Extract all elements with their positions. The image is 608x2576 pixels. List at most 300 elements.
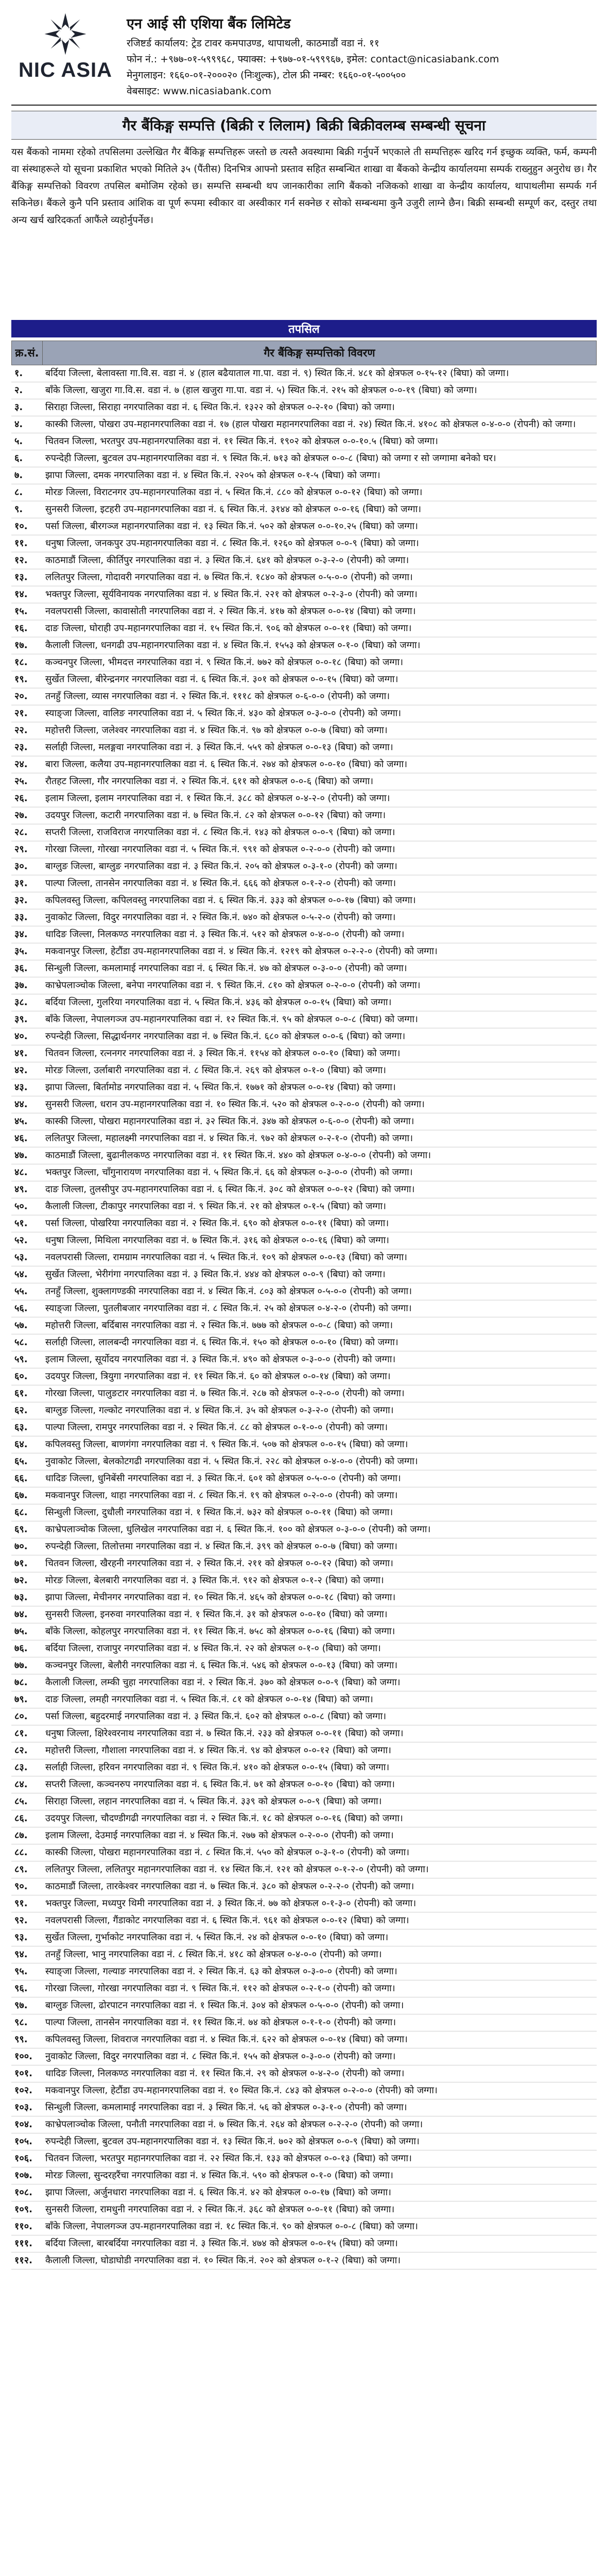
- row-description: सप्तरी जिल्ला, राजविराज नगरपालिका वडा नं. ८ स्थित कि.नं. १४३ को क्षेत्रफल ०-०-९ (बिघा) को जग्गा।: [42, 824, 597, 841]
- row-serial: २४.: [11, 756, 42, 773]
- row-description: धादिङ जिल्ला, निलकण्ठ नगरपालिका वडा नं. ३ स्थित कि.नं. ५१२ को क्षेत्रफल ०-४-०-० (रोपनी) को जग्गा।: [42, 926, 597, 943]
- row-description: कञ्चनपुर जिल्ला, बेलौरी नगरपालिका वडा नं. ६ स्थित कि.नं. ५४६ को क्षेत्रफल ०-०-१३ (बिघा) को जग्गा।: [42, 1657, 597, 1674]
- row-description: चितवन जिल्ला, रत्ननगर नगरपालिका वडा नं. ३ स्थित कि.नं. ११५४ को क्षेत्रफल ०-०-१० (बिघा) को जग्गा।: [42, 1045, 597, 1062]
- table-row: [11, 1130, 597, 1147]
- table-row: [11, 1640, 597, 1657]
- table-row: [11, 2218, 597, 2235]
- row-serial: १२.: [11, 552, 42, 569]
- table-row: [11, 1504, 597, 1521]
- row-description: झापा जिल्ला, बिर्तामोड नगरपालिका वडा नं. ५ स्थित कि.नं. १७७१ को क्षेत्रफल ०-०-१४ (बिघा) को जग्गा।: [42, 1079, 597, 1096]
- row-description: महोत्तरी जिल्ला, जलेश्वर नगरपालिका वडा नं. ४ स्थित कि.नं. ९७ को क्षेत्रफल ०-०-७ (बिघा) को जग्गा।: [42, 722, 597, 739]
- notice-title: गैर बैंकिङ्ग सम्पत्ति (बिक्री र लिलाम) बिक्री बिक्रीवलम्ब सम्बन्धी सूचना: [11, 111, 597, 140]
- row-description: तनहुँ जिल्ला, भानु नगरपालिका वडा नं. ८ स्थित कि.नं. ४१८ को क्षेत्रफल ०-४-०-० (रोपनी) को जग्गा।: [42, 1946, 597, 1963]
- row-serial: ६७.: [11, 1487, 42, 1504]
- row-serial: ६५.: [11, 1453, 42, 1470]
- table-row: [11, 552, 597, 569]
- row-serial: ९७.: [11, 1997, 42, 2014]
- table-row: [11, 2167, 597, 2184]
- row-serial: ११०.: [11, 2218, 42, 2235]
- row-description: मकवानपुर जिल्ला, हेटौंडा उप-महानगरपालिका वडा नं. १० स्थित कि.नं. ८४३ को क्षेत्रफल ०-२-०-० (रोपनी) को जग्गा।: [42, 2082, 597, 2099]
- row-description: कपिलवस्तु जिल्ला, कपिलवस्तु नगरपालिका वडा नं. ६ स्थित कि.नं. ३३३ को क्षेत्रफल ०-०-१७ (बिघा) को जग्गा।: [42, 892, 597, 909]
- row-description: बाग्लुङ जिल्ला, गल्कोट नगरपालिका वडा नं. ४ स्थित कि.नं. ३५ को क्षेत्रफल ०-३-२-० (रोपनी) को जग्गा।: [42, 1402, 597, 1419]
- row-serial: ५९.: [11, 1351, 42, 1368]
- table-row: [11, 892, 597, 909]
- table-row: [11, 1334, 597, 1351]
- row-description: इलाम जिल्ला, सूर्योदय नगरपालिका वडा नं. ३ स्थित कि.नं. ४९० को क्षेत्रफल ०-३-०-० (रोपनी) को जग्गा।: [42, 1351, 597, 1368]
- row-description: काभ्रेपलाञ्चोक जिल्ला, पनौती नगरपालिका वडा नं. ७ स्थित कि.नं. २६४ को क्षेत्रफल ०-२-२-० (रोपनी) को जग्गा।: [42, 2116, 597, 2133]
- table-row: [11, 654, 597, 671]
- row-serial: ३१.: [11, 875, 42, 892]
- row-description: सुनसरी जिल्ला, इनरुवा नगरपालिका वडा नं. १ स्थित कि.नं. ३१ को क्षेत्रफल ०-०-१० (बिघा) को जग्गा।: [42, 1606, 597, 1623]
- row-serial: ७४.: [11, 1606, 42, 1623]
- table-row: [11, 1198, 597, 1215]
- table-row: [11, 569, 597, 586]
- row-serial: ११.: [11, 535, 42, 552]
- row-serial: १९.: [11, 671, 42, 688]
- table-row: [11, 1691, 597, 1708]
- row-description: पर्सा जिल्ला, पोखरिया नगरपालिका वडा नं. २ स्थित कि.नं. ६९० को क्षेत्रफल ०-०-११ (बिघा) को जग्गा।: [42, 1215, 597, 1232]
- row-serial: ७८.: [11, 1674, 42, 1691]
- notice-header: [11, 0, 597, 106]
- row-serial: ४१.: [11, 1045, 42, 1062]
- table-row: [11, 603, 597, 620]
- row-description: रुपन्देही जिल्ला, तिलोत्तमा नगरपालिका वडा नं. ४ स्थित कि.नं. ३९९ को क्षेत्रफल ०-०-७ (बिघा) को जग्गा।: [42, 1538, 597, 1555]
- table-row: [11, 1436, 597, 1453]
- table-row: [11, 1572, 597, 1589]
- row-description: बाँके जिल्ला, नेपालगञ्ज उप-महानगरपालिका वडा नं. १२ स्थित कि.नं. ९५ को क्षेत्रफल ०-०-८ (बिघा) को जग्गा।: [42, 1011, 597, 1028]
- row-description: झापा जिल्ला, अर्जुनधारा नगरपालिका वडा नं. ६ स्थित कि.नं. ४२ को क्षेत्रफल ०-०-१७ (बिघा) को जग्गा।: [42, 2184, 597, 2201]
- table-row: [11, 1827, 597, 1844]
- row-serial: ११२.: [11, 2252, 42, 2269]
- row-description: कास्की जिल्ला, पोखरा महानगरपालिका वडा नं. ३२ स्थित कि.नं. ३४७ को क्षेत्रफल ०-६-०-० (रोपनी) को जग्गा।: [42, 1113, 597, 1130]
- row-serial: ३३.: [11, 909, 42, 926]
- row-description: काभ्रेपलाञ्चोक जिल्ला, बनेपा नगरपालिका वडा नं. ९ स्थित कि.नं. ८१० को क्षेत्रफल ०-२-०-० (रोपनी) को जग्गा।: [42, 977, 597, 994]
- table-row: [11, 1606, 597, 1623]
- row-description: भक्तपुर जिल्ला, मध्यपुर थिमी नगरपालिका वडा नं. ३ स्थित कि.नं. ७७ को क्षेत्रफल ०-१-३-० (रोपनी) को जग्गा।: [42, 1895, 597, 1912]
- table-row: [11, 2048, 597, 2065]
- row-description: सिराहा जिल्ला, सिराहा नगरपालिका वडा नं. ६ स्थित कि.नं. १३२२ को क्षेत्रफल ०-२-१० (बिघा) को जग्गा।: [42, 399, 597, 416]
- row-serial: ६६.: [11, 1470, 42, 1487]
- row-description: दाङ जिल्ला, तुलसीपुर उप-महानगरपालिका वडा नं. ६ स्थित कि.नं. ३०८ को क्षेत्रफल ०-०-१२ (बिघा) को जग्गा।: [42, 1181, 597, 1198]
- row-serial: ३०.: [11, 858, 42, 875]
- row-description: पाल्पा जिल्ला, तानसेन नगरपालिका वडा नं. ४ स्थित कि.नं. ६६६ को क्षेत्रफल ०-१-२-० (रोपनी) को जग्गा।: [42, 875, 597, 892]
- table-row: [11, 2065, 597, 2082]
- row-description: गोरखा जिल्ला, गोरखा नगरपालिका वडा नं. ९ स्थित कि.नं. ११२ को क्षेत्रफल ०-२-१-० (रोपनी) को जग्गा।: [42, 1980, 597, 1997]
- table-row: [11, 1487, 597, 1504]
- row-serial: ७६.: [11, 1640, 42, 1657]
- row-description: पाल्पा जिल्ला, रामपुर नगरपालिका वडा नं. २ स्थित कि.नं. ८८ को क्षेत्रफल ०-१-०-० (रोपनी) को जग्गा।: [42, 1419, 597, 1436]
- row-description: स्याङ्जा जिल्ला, वालिङ नगरपालिका वडा नं. ५ स्थित कि.नं. ४३० को क्षेत्रफल ०-३-०-० (रोपनी) को जग्गा।: [42, 705, 597, 722]
- row-serial: १११.: [11, 2235, 42, 2252]
- table-row: [11, 790, 597, 807]
- table-row: [11, 365, 597, 382]
- table-row: [11, 705, 597, 722]
- table-row: [11, 1674, 597, 1691]
- row-description: इलाम जिल्ला, इलाम नगरपालिका वडा नं. १ स्थित कि.नं. ३८८ को क्षेत्रफल ०-४-२-० (रोपनी) को जग्गा।: [42, 790, 597, 807]
- table-row: [11, 1249, 597, 1266]
- row-serial: ५२.: [11, 1232, 42, 1249]
- row-description: सर्लाही जिल्ला, लालबन्दी नगरपालिका वडा नं. ६ स्थित कि.नं. १५० को क्षेत्रफल ०-०-१० (बिघा) को जग्गा।: [42, 1334, 597, 1351]
- table-row: [11, 875, 597, 892]
- row-description: मकवानपुर जिल्ला, थाहा नगरपालिका वडा नं. ८ स्थित कि.नं. १९ को क्षेत्रफल ०-२-०-० (रोपनी) को जग्गा।: [42, 1487, 597, 1504]
- row-serial: ४.: [11, 416, 42, 433]
- table-row: [11, 1538, 597, 1555]
- table-row: [11, 2150, 597, 2167]
- row-serial: ९६.: [11, 1980, 42, 1997]
- table-row: [11, 2116, 597, 2133]
- table-row: [11, 1708, 597, 1725]
- table-row: [11, 1419, 597, 1436]
- row-serial: ७७.: [11, 1657, 42, 1674]
- row-description: नवलपरासी जिल्ला, रामग्राम नगरपालिका वडा नं. ५ स्थित कि.नं. १०९ को क्षेत्रफल ०-०-१३ (बिघा) को जग्गा।: [42, 1249, 597, 1266]
- row-serial: १००.: [11, 2048, 42, 2065]
- table-row: [11, 994, 597, 1011]
- table-row: [11, 1912, 597, 1929]
- row-description: बर्दिया जिल्ला, बेलावस्ता गा.वि.स. वडा नं. ४ (हाल बढैयाताल गा.पा. वडा नं. ९) स्थित कि.नं. ४८१ को क्षेत्रफल ०-१५-१२ (बिघा) को जग्गा।: [42, 365, 597, 382]
- row-serial: ६८.: [11, 1504, 42, 1521]
- row-serial: ३७.: [11, 977, 42, 994]
- row-serial: ६४.: [11, 1436, 42, 1453]
- row-description: इलाम जिल्ला, देउमाई नगरपालिका वडा नं. ४ स्थित कि.नं. २७७ को क्षेत्रफल ०-२-०-० (रोपनी) को जग्गा।: [42, 1827, 597, 1844]
- row-serial: १५.: [11, 603, 42, 620]
- row-serial: १०४.: [11, 2116, 42, 2133]
- helpline-line: मेनुगलाइन: १६६०-०१-२०००२० (निःशुल्क), टोल फ्री नम्बर: १६६०-०१-५००५००: [127, 70, 406, 81]
- row-description: उदयपुर जिल्ला, चौदण्डीगढी नगरपालिका वडा नं. २ स्थित कि.नं. १८ को क्षेत्रफल ०-०-१६ (बिघा) को जग्गा।: [42, 1810, 597, 1827]
- intro-paragraph: यस बैंकको नाममा रहेको तपसिलमा उल्लेखित गैर बैंकिङ्ग सम्पत्तिहरू जस्तो छ त्यस्तै अवस्थामा बिक्री गर्नुपर्ने भएकाले ती सम्पत्तिहरू खरिद गर्न इच्छुक व्यक्ति, फर्म, कम्पनी वा संस्थाहरूले यो सूचना प्रकाशित भएको मितिले ३५ (पैंतीस) दिनभित्र आफ्नो प्रस्ताव सहित सम्बन्धित शाखा वा बैंकको केन्द्रीय कार्यालयमा सम्पर्क राख्नुहुन अनुरोध छ। गैर बैंकिङ्ग सम्पत्तिको विवरण तपसिल बमोजिम रहेको छ। सम्पत्ति सम्बन्धी थप जानकारीका लागि बैंकको नजिकको शाखा वा केन्द्रीय कार्यालय, थापाथलीमा सम्पर्क गर्न सकिनेछ। बैंकले कुनै पनि प्रस्ताव आंशिक वा पूर्ण रूपमा स्वीकार वा अस्वीकार गर्न सक्नेछ र सोको सम्बन्धमा कुनै उजुरी लाग्ने छैन। बिक्री सम्बन्धी सम्पूर्ण कर, दस्तुर तथा अन्य खर्च खरिदकर्ता आफैंले व्यहोर्नुपर्नेछ।: [11, 147, 597, 226]
- row-description: सिन्धुली जिल्ला, दुधौली नगरपालिका वडा नं. १ स्थित कि.नं. ७३२ को क्षेत्रफल ०-०-११ (बिघा) को जग्गा।: [42, 1504, 597, 1521]
- row-serial: ६३.: [11, 1419, 42, 1436]
- address-line: रजिष्टर्ड कार्यालय: ट्रेड टावर कमपाउण्ड, थापाथली, काठमाडौं वडा नं. ११: [127, 38, 379, 49]
- row-serial: ५५.: [11, 1283, 42, 1300]
- row-serial: २२.: [11, 722, 42, 739]
- row-description: धनुषा जिल्ला, मिथिला नगरपालिका वडा नं. ७ स्थित कि.नं. ३१६ को क्षेत्रफल ०-०-१६ (बिघा) को जग्गा।: [42, 1232, 597, 1249]
- table-row: [11, 2252, 597, 2269]
- row-description: सप्तरी जिल्ला, कञ्चनरुप नगरपालिका वडा नं. ६ स्थित कि.नं. ७१ को क्षेत्रफल ०-०-१० (बिघा) को जग्गा।: [42, 1776, 597, 1793]
- row-description: सुर्खेत जिल्ला, बीरेन्द्रनगर नगरपालिका वडा नं. ६ स्थित कि.नं. ३०१ को क्षेत्रफल ०-०-१५ (बिघा) को जग्गा।: [42, 671, 597, 688]
- row-description: धनुषा जिल्ला, क्षिरेश्वरनाथ नगरपालिका वडा नं. ७ स्थित कि.नं. २३३ को क्षेत्रफल ०-०-११ (बिघा) को जग्गा।: [42, 1725, 597, 1742]
- table-row: [11, 433, 597, 450]
- row-description: नुवाकोट जिल्ला, बेलकोटगढी नगरपालिका वडा नं. ५ स्थित कि.नं. २२८ को क्षेत्रफल ०-४-०-० (रोपनी) को जग्गा।: [42, 1453, 597, 1470]
- row-serial: ७३.: [11, 1589, 42, 1606]
- table-row: [11, 1232, 597, 1249]
- row-serial: ३२.: [11, 892, 42, 909]
- table-row: [11, 2082, 597, 2099]
- contact-line: फोन नं.: +९७७-०१-५९९९६८, फ्याक्स: +९७७-०१-५९९९६७, इमेल: contact@nicasiabank.com: [127, 54, 499, 65]
- row-serial: १०२.: [11, 2082, 42, 2099]
- row-description: चितवन जिल्ला, खैरहनी नगरपालिका वडा नं. २ स्थित कि.नं. २११ को क्षेत्रफल ०-०-१२ (बिघा) को जग्गा।: [42, 1555, 597, 1572]
- bank-logo-icon: [42, 10, 89, 58]
- row-serial: ४३.: [11, 1079, 42, 1096]
- table-row: [11, 1028, 597, 1045]
- table-row: [11, 1402, 597, 1419]
- property-table: [11, 341, 597, 365]
- table-row: [11, 535, 597, 552]
- table-header: [12, 341, 597, 365]
- table-row: [11, 1368, 597, 1385]
- row-serial: ५.: [11, 433, 42, 450]
- row-serial: ८.: [11, 484, 42, 501]
- row-serial: ५१.: [11, 1215, 42, 1232]
- row-description: रौतहट जिल्ला, गौर नगरपालिका वडा नं. २ स्थित कि.नं. ६११ को क्षेत्रफल ०-०-६ (बिघा) को जग्गा।: [42, 773, 597, 790]
- row-serial: १०३.: [11, 2099, 42, 2116]
- table-row: [11, 1266, 597, 1283]
- table-row: [11, 450, 597, 467]
- row-serial: ३६.: [11, 960, 42, 977]
- row-description: नुवाकोट जिल्ला, विदुर नगरपालिका वडा नं. २ स्थित कि.नं. ७४० को क्षेत्रफल ०-५-२-० (रोपनी) को जग्गा।: [42, 909, 597, 926]
- table-row: [11, 1521, 597, 1538]
- row-serial: १७.: [11, 637, 42, 654]
- row-serial: ८४.: [11, 1776, 42, 1793]
- row-serial: ३४.: [11, 926, 42, 943]
- table-row: [11, 1623, 597, 1640]
- row-serial: २३.: [11, 739, 42, 756]
- row-description: मोरङ जिल्ला, विराटनगर उप-महानगरपालिका वडा नं. ५ स्थित कि.नं. ८८० को क्षेत्रफल ०-०-१२ (बिघा) को जग्गा।: [42, 484, 597, 501]
- row-description: भक्तपुर जिल्ला, सूर्यविनायक नगरपालिका वडा नं. ४ स्थित कि.नं. २२१ को क्षेत्रफल ०-२-३-० (रोपनी) को जग्गा।: [42, 586, 597, 603]
- bank-logo: [11, 10, 119, 82]
- row-serial: ४५.: [11, 1113, 42, 1130]
- table-row: [11, 484, 597, 501]
- table-row: [11, 1181, 597, 1198]
- row-serial: ७९.: [11, 1691, 42, 1708]
- table-row: [11, 1742, 597, 1759]
- row-description: नवलपरासी जिल्ला, गैंडाकोट नगरपालिका वडा नं. ६ स्थित कि.नं. ९६१ को क्षेत्रफल ०-०-१२ (बिघा) को जग्गा।: [42, 1912, 597, 1929]
- row-description: तनहुँ जिल्ला, व्यास नगरपालिका वडा नं. २ स्थित कि.नं. १११८ को क्षेत्रफल ०-६-०-० (रोपनी) को जग्गा।: [42, 688, 597, 705]
- logo-text: NIC ASIA: [18, 59, 113, 81]
- table-row: [11, 1657, 597, 1674]
- row-description: मकवानपुर जिल्ला, हेटौंडा उप-महानगरपालिका वडा नं. ४ स्थित कि.नं. १२१९ को क्षेत्रफल ०-२-२-० (रोपनी) को जग्गा।: [42, 943, 597, 960]
- table-row: [11, 756, 597, 773]
- row-description: सर्लाही जिल्ला, हरिवन नगरपालिका वडा नं. ९ स्थित कि.नं. ४१० को क्षेत्रफल ०-०-१५ (बिघा) को जग्गा।: [42, 1759, 597, 1776]
- row-serial: ९२.: [11, 1912, 42, 1929]
- row-description: झापा जिल्ला, दमक नगरपालिका वडा नं. ४ स्थित कि.नं. २२०५ को क्षेत्रफल ०-१-५ (बिघा) को जग्गा।: [42, 467, 597, 484]
- row-serial: ८५.: [11, 1793, 42, 1810]
- row-serial: ३८.: [11, 994, 42, 1011]
- website-line: वेबसाइट: www.nicasiabank.com: [127, 86, 272, 97]
- row-description: भक्तपुर जिल्ला, चाँगुनारायण नगरपालिका वडा नं. ५ स्थित कि.नं. ६६ को क्षेत्रफल ०-३-०-० (रोपनी) को जग्गा।: [42, 1164, 597, 1181]
- row-description: रुपन्देही जिल्ला, बुटवल उप-महानगरपालिका वडा नं. ९ स्थित कि.नं. ७१३ को क्षेत्रफल ०-०-८ (बिघा) को जग्गा र सो जग्गामा बनेको घर।: [42, 450, 597, 467]
- row-description: सुर्खेत जिल्ला, गुर्भाकोट नगरपालिका वडा नं. ५ स्थित कि.नं. २४ को क्षेत्रफल ०-०-१० (बिघा) को जग्गा।: [42, 1929, 597, 1946]
- table-row: [11, 807, 597, 824]
- row-description: धादिङ जिल्ला, धुनिबेंसी नगरपालिका वडा नं. ३ स्थित कि.नं. ६०१ को क्षेत्रफल ०-५-०-० (रोपनी) को जग्गा।: [42, 1470, 597, 1487]
- row-serial: ४९.: [11, 1181, 42, 1198]
- row-description: ललितपुर जिल्ला, गोदावरी नगरपालिका वडा नं. ७ स्थित कि.नं. १८४० को क्षेत्रफल ०-५-०-० (रोपनी) को जग्गा।: [42, 569, 597, 586]
- table-row: [11, 688, 597, 705]
- row-description: सुर्खेत जिल्ला, भेरीगंगा नगरपालिका वडा नं. ३ स्थित कि.नं. ४४४ को क्षेत्रफल ०-०-९ (बिघा) को जग्गा।: [42, 1266, 597, 1283]
- row-serial: ५६.: [11, 1300, 42, 1317]
- row-description: महोत्तरी जिल्ला, गौशाला नगरपालिका वडा नं. ४ स्थित कि.नं. ९४ को क्षेत्रफल ०-०-१२ (बिघा) को जग्गा।: [42, 1742, 597, 1759]
- row-description: महोत्तरी जिल्ला, बर्दिबास नगरपालिका वडा नं. २ स्थित कि.नं. ७७७ को क्षेत्रफल ०-०-८ (बिघा) को जग्गा।: [42, 1317, 597, 1334]
- row-description: कञ्चनपुर जिल्ला, भीमदत्त नगरपालिका वडा नं. ९ स्थित कि.नं. ७७२ को क्षेत्रफल ०-०-१८ (बिघा) को जग्गा।: [42, 654, 597, 671]
- row-description: कैलाली जिल्ला, धनगढी उप-महानगरपालिका वडा नं. ४ स्थित कि.नं. १५५३ को क्षेत्रफल ०-१-० (बिघा) को जग्गा।: [42, 637, 597, 654]
- table-row: [11, 841, 597, 858]
- table-row: [11, 739, 597, 756]
- table-row: [11, 501, 597, 518]
- row-description: कास्की जिल्ला, पोखरा महानगरपालिका वडा नं. ८ स्थित कि.नं. ५५० को क्षेत्रफल ०-३-१-० (रोपनी) को जग्गा।: [42, 1844, 597, 1861]
- row-description: सर्लाही जिल्ला, मलङ्गवा नगरपालिका वडा नं. ३ स्थित कि.नं. ५५९ को क्षेत्रफल ०-०-१३ (बिघा) को जग्गा।: [42, 739, 597, 756]
- row-serial: ४२.: [11, 1062, 42, 1079]
- row-description: मोरङ जिल्ला, उर्लाबारी नगरपालिका वडा नं. ८ स्थित कि.नं. २६९ को क्षेत्रफल ०-१-० (बिघा) को जग्गा।: [42, 1062, 597, 1079]
- row-serial: १८.: [11, 654, 42, 671]
- table-row: [11, 1164, 597, 1181]
- table-row: [11, 1776, 597, 1793]
- row-description: चितवन जिल्ला, भरतपुर उप-महानगरपालिका वडा नं. ११ स्थित कि.नं. १९०२ को क्षेत्रफल ०-०-१०.५ (बिघा) को जग्गा।: [42, 433, 597, 450]
- row-description: बाँके जिल्ला, कोहलपुर नगरपालिका वडा नं. ११ स्थित कि.नं. ७५८ को क्षेत्रफल ०-०-१६ (बिघा) को जग्गा।: [42, 1623, 597, 1640]
- row-serial: ६९.: [11, 1521, 42, 1538]
- table-row: [11, 1946, 597, 1963]
- row-serial: २७.: [11, 807, 42, 824]
- table-body-wrap: [11, 365, 597, 2575]
- table-row: [11, 1096, 597, 1113]
- table-row: [11, 1011, 597, 1028]
- row-serial: ४६.: [11, 1130, 42, 1147]
- row-serial: ३९.: [11, 1011, 42, 1028]
- table-row: [11, 1215, 597, 1232]
- row-description: पर्सा जिल्ला, बहुदरमाई नगरपालिका वडा नं. ३ स्थित कि.नं. ६०२ को क्षेत्रफल ०-०-८ (बिघा) को जग्गा।: [42, 1708, 597, 1725]
- row-serial: २८.: [11, 824, 42, 841]
- row-description: मोरङ जिल्ला, सुन्दरहरैंचा नगरपालिका वडा नं. ४ स्थित कि.नं. ५९० को क्षेत्रफल ०-१-० (बिघा) को जग्गा।: [42, 2167, 597, 2184]
- row-description: पर्सा जिल्ला, बीरगञ्ज महानगरपालिका वडा नं. १३ स्थित कि.नं. ५०२ को क्षेत्रफल ०-०-१०.२५ (बिघा) को जग्गा।: [42, 518, 597, 535]
- row-serial: ६२.: [11, 1402, 42, 1419]
- row-serial: ८०.: [11, 1708, 42, 1725]
- row-description: कास्की जिल्ला, पोखरा उप-महानगरपालिका वडा नं. १७ (हाल पोखरा महानगरपालिका वडा नं. २४) स्थित कि.नं. ४१०८ को क्षेत्रफल ०-४-०-० (रोपनी) को जग्गा।: [42, 416, 597, 433]
- table-row: [11, 467, 597, 484]
- row-serial: ७२.: [11, 1572, 42, 1589]
- row-serial: ९८.: [11, 2014, 42, 2031]
- row-serial: ८७.: [11, 1827, 42, 1844]
- table-row: [11, 518, 597, 535]
- row-serial: ३.: [11, 399, 42, 416]
- row-serial: ४४.: [11, 1096, 42, 1113]
- table-row: [11, 2014, 597, 2031]
- table-row: [11, 1317, 597, 1334]
- row-serial: १०५.: [11, 2133, 42, 2150]
- row-serial: ७०.: [11, 1538, 42, 1555]
- row-serial: ५३.: [11, 1249, 42, 1266]
- row-serial: २५.: [11, 773, 42, 790]
- row-serial: ५४.: [11, 1266, 42, 1283]
- table-row: [11, 858, 597, 875]
- row-description: उदयपुर जिल्ला, त्रियुगा नगरपालिका वडा नं. ११ स्थित कि.नं. ६० को क्षेत्रफल ०-०-१४ (बिघा) को जग्गा।: [42, 1368, 597, 1385]
- row-serial: ९०.: [11, 1878, 42, 1895]
- row-description: धादिङ जिल्ला, निलकण्ठ नगरपालिका वडा नं. ११ स्थित कि.नं. २९ को क्षेत्रफल ०-४-२-० (रोपनी) को जग्गा।: [42, 2065, 597, 2082]
- row-description: सुनसरी जिल्ला, इटहरी उप-महानगरपालिका वडा नं. ६ स्थित कि.नं. ३१४४ को क्षेत्रफल ०-०-१६ (बिघा) को जग्गा।: [42, 501, 597, 518]
- row-description: बाँके जिल्ला, खजुरा गा.वि.स. वडा नं. ७ (हाल खजुरा गा.पा. वडा नं. ५) स्थित कि.नं. २१५ को क्षेत्रफल ०-०-१९ (बिघा) को जग्गा।: [42, 382, 597, 399]
- row-serial: ६.: [11, 450, 42, 467]
- row-serial: ४७.: [11, 1147, 42, 1164]
- row-description: उदयपुर जिल्ला, कटारी नगरपालिका वडा नं. ७ स्थित कि.नं. ८२ को क्षेत्रफल ०-०-१२ (बिघा) को जग्गा।: [42, 807, 597, 824]
- row-serial: १०१.: [11, 2065, 42, 2082]
- row-description: सुनसरी जिल्ला, धरान उप-महानगरपालिका वडा नं. १० स्थित कि.नं. ५२० को क्षेत्रफल ०-२-०-० (रोपनी) को जग्गा।: [42, 1096, 597, 1113]
- row-description: बाग्लुङ जिल्ला, ढोरपाटन नगरपालिका वडा नं. १ स्थित कि.नं. ३०४ को क्षेत्रफल ०-५-०-० (रोपनी) को जग्गा।: [42, 1997, 597, 2014]
- row-description: चितवन जिल्ला, भरतपुर महानगरपालिका वडा नं. २२ स्थित कि.नं. १३३ को क्षेत्रफल ०-०-१३ (बिघा) को जग्गा।: [42, 2150, 597, 2167]
- row-description: कैलाली जिल्ला, लम्की चुहा नगरपालिका वडा नं. २ स्थित कि.नं. ३७० को क्षेत्रफल ०-०-९ (बिघा) को जग्गा।: [42, 1674, 597, 1691]
- row-serial: ७५.: [11, 1623, 42, 1640]
- table-row: [11, 960, 597, 977]
- row-description: सिराहा जिल्ला, लहान नगरपालिका वडा नं. ५ स्थित कि.नं. ३३९ को क्षेत्रफल ०-०-९ (बिघा) को जग्गा।: [42, 1793, 597, 1810]
- row-serial: ५८.: [11, 1334, 42, 1351]
- table-row: [11, 1147, 597, 1164]
- property-table-body: [11, 365, 597, 2269]
- row-description: पाल्पा जिल्ला, तानसेन नगरपालिका वडा नं. ११ स्थित कि.नं. ७४ को क्षेत्रफल ०-१-१-० (रोपनी) को जग्गा।: [42, 2014, 597, 2031]
- row-serial: ९१.: [11, 1895, 42, 1912]
- row-description: ललितपुर जिल्ला, महालक्ष्मी नगरपालिका वडा नं. ४ स्थित कि.नं. ९७२ को क्षेत्रफल ०-२-१-० (रोपनी) को जग्गा।: [42, 1130, 597, 1147]
- row-description: मोरङ जिल्ला, बेलबारी नगरपालिका वडा नं. ३ स्थित कि.नं. ९१२ को क्षेत्रफल ०-१-२ (बिघा) को जग्गा।: [42, 1572, 597, 1589]
- table-row: [11, 620, 597, 637]
- row-serial: ७.: [11, 467, 42, 484]
- row-serial: १.: [11, 365, 42, 382]
- table-row: [11, 773, 597, 790]
- table-row: [11, 1980, 597, 1997]
- table-row: [11, 586, 597, 603]
- row-description: दाङ जिल्ला, घोराही उप-महानगरपालिका वडा नं. १५ स्थित कि.नं. ९०६ को क्षेत्रफल ०-०-११ (बिघा) को जग्गा।: [42, 620, 597, 637]
- row-description: कैलाली जिल्ला, टीकापुर नगरपालिका वडा नं. ९ स्थित कि.नं. २१ को क्षेत्रफल ०-१-५ (बिघा) को जग्गा।: [42, 1198, 597, 1215]
- row-serial: ७१.: [11, 1555, 42, 1572]
- table-row: [11, 1844, 597, 1861]
- row-serial: १४.: [11, 586, 42, 603]
- row-serial: ८१.: [11, 1725, 42, 1742]
- table-row: [11, 1062, 597, 1079]
- row-description: नवलपरासी जिल्ला, कावासोती नगरपालिका वडा नं. २ स्थित कि.नं. ४१७ को क्षेत्रफल ०-०-१४ (बिघा) को जग्गा।: [42, 603, 597, 620]
- row-serial: ९५.: [11, 1963, 42, 1980]
- row-description: बर्दिया जिल्ला, राजापुर नगरपालिका वडा नं. ४ स्थित कि.नं. २२ को क्षेत्रफल ०-१-० (बिघा) को जग्गा।: [42, 1640, 597, 1657]
- table-row: [11, 1351, 597, 1368]
- row-description: बर्दिया जिल्ला, बारबर्दिया नगरपालिका वडा नं. ३ स्थित कि.नं. ४७४ को क्षेत्रफल ०-०-१५ (बिघा) को जग्गा।: [42, 2235, 597, 2252]
- row-description: गोरखा जिल्ला, पालुङटार नगरपालिका वडा नं. ७ स्थित कि.नं. २८७ को क्षेत्रफल ०-२-०-० (रोपनी) को जग्गा।: [42, 1385, 597, 1402]
- table-row: [11, 909, 597, 926]
- row-description: बर्दिया जिल्ला, गुलरिया नगरपालिका वडा नं. ५ स्थित कि.नं. ४३६ को क्षेत्रफल ०-०-१५ (बिघा) को जग्गा।: [42, 994, 597, 1011]
- table-row: [11, 637, 597, 654]
- row-description: धनुषा जिल्ला, जनकपुर उप-महानगरपालिका वडा नं. ८ स्थित कि.नं. १२६० को क्षेत्रफल ०-०-९ (बिघा) को जग्गा।: [42, 535, 597, 552]
- row-description: बाँके जिल्ला, नेपालगञ्ज उप-महानगरपालिका वडा नं. १८ स्थित कि.नं. ९० को क्षेत्रफल ०-०-८ (बिघा) को जग्गा।: [42, 2218, 597, 2235]
- row-description: सुनसरी जिल्ला, रामधुनी नगरपालिका वडा नं. २ स्थित कि.नं. ३६८ को क्षेत्रफल ०-०-११ (बिघा) को जग्गा।: [42, 2201, 597, 2218]
- row-serial: ३५.: [11, 943, 42, 960]
- company-name: एन आई सी एशिया बैंक लिमिटेड: [127, 16, 291, 32]
- table-row: [11, 399, 597, 416]
- table-row: [11, 824, 597, 841]
- row-description: बारा जिल्ला, कलैया उप-महानगरपालिका वडा नं. ६ स्थित कि.नं. २७४ को क्षेत्रफल ०-०-१० (बिघा) को जग्गा।: [42, 756, 597, 773]
- row-description: रुपन्देही जिल्ला, बुटवल उप-महानगरपालिका वडा नं. १३ स्थित कि.नं. ७०२ को क्षेत्रफल ०-०-९ (बिघा) को जग्गा।: [42, 2133, 597, 2150]
- row-description: झापा जिल्ला, मेचीनगर नगरपालिका वडा नं. १० स्थित कि.नं. ४६५ को क्षेत्रफल ०-०-१८ (बिघा) को जग्गा।: [42, 1589, 597, 1606]
- row-description: नुवाकोट जिल्ला, विदुर नगरपालिका वडा नं. ८ स्थित कि.नं. १५५ को क्षेत्रफल ०-३-०-० (रोपनी) को जग्गा।: [42, 2048, 597, 2065]
- row-serial: १०६.: [11, 2150, 42, 2167]
- table-row: [11, 416, 597, 433]
- table-row: [11, 1759, 597, 1776]
- row-serial: २०.: [11, 688, 42, 705]
- row-serial: १०७.: [11, 2167, 42, 2184]
- table-row: [11, 2184, 597, 2201]
- row-serial: १०८.: [11, 2184, 42, 2201]
- table-row: [11, 2099, 597, 2116]
- row-serial: २९.: [11, 841, 42, 858]
- table-body: [11, 365, 597, 2269]
- schedule-label: तपसिल: [11, 320, 597, 337]
- table-row: [11, 1453, 597, 1470]
- table-row: [11, 671, 597, 688]
- header-info: [119, 10, 597, 99]
- row-serial: ९४.: [11, 1946, 42, 1963]
- table-row: [11, 1555, 597, 1572]
- table-row: [11, 2201, 597, 2218]
- row-description: कपिलवस्तु जिल्ला, बाणगंगा नगरपालिका वडा नं. ९ स्थित कि.नं. ५०७ को क्षेत्रफल ०-०-१५ (बिघा) को जग्गा।: [42, 1436, 597, 1453]
- table-row: [11, 926, 597, 943]
- table-row: [11, 1929, 597, 1946]
- row-description: काठमाडौं जिल्ला, तारकेश्वर नगरपालिका वडा नं. ७ स्थित कि.नं. ३८० को क्षेत्रफल ०-२-२-० (रोपनी) को जग्गा।: [42, 1878, 597, 1895]
- row-description: काठमाडौं जिल्ला, बुढानीलकण्ठ नगरपालिका वडा नं. ११ स्थित कि.नं. ४४० को क्षेत्रफल ०-४-०-० (रोपनी) को जग्गा।: [42, 1147, 597, 1164]
- row-serial: ८३.: [11, 1759, 42, 1776]
- row-serial: २.: [11, 382, 42, 399]
- table-row: [11, 1895, 597, 1912]
- col-sn-header: क्र.सं.: [12, 341, 43, 365]
